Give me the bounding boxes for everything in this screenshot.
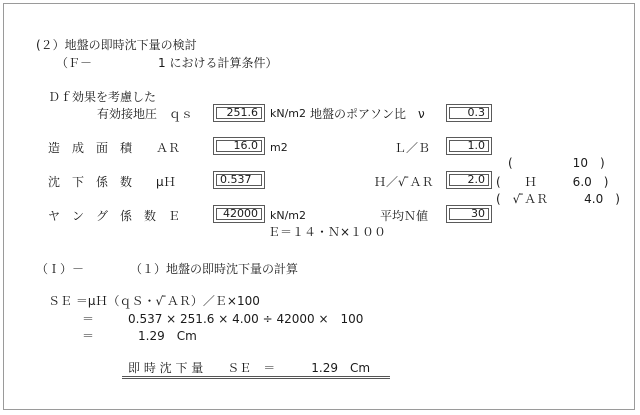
result-underline-2 xyxy=(122,378,390,379)
h-ratio-label: Ｈ／√ ̄ＡＲ xyxy=(374,175,434,189)
area-value: 16.0 xyxy=(213,137,265,155)
area-label: 造 成 面 積 ＡＲ xyxy=(48,141,181,155)
document-frame xyxy=(3,3,635,410)
df-label: Ｄｆ効果を考慮した xyxy=(48,90,157,104)
section-title: (２）地盤の即時沈下量の検討 xyxy=(36,38,197,52)
qs-unit: kN/m2 xyxy=(270,107,307,120)
poisson-value: 0.3 xyxy=(446,104,492,122)
calc-heading: （１）地盤の即時沈下量の計算 xyxy=(130,262,299,276)
eq-sign-2: ＝ xyxy=(82,329,95,343)
ratio-bracket-2: ( Ｈ 6.0 ) xyxy=(496,175,609,189)
poisson-label: 地盤のポアソン比 ν xyxy=(310,107,425,121)
final-result: 即 時 沈 下 量 ＳＥ ＝ 1.29 Cm xyxy=(128,361,371,375)
e-formula: Ｅ＝１４・Ｎ×１００ xyxy=(268,225,387,239)
ratio-bracket-1: ( 10 ) xyxy=(508,156,605,170)
eq-sign-1: ＝ xyxy=(82,312,95,326)
young-unit: kN/m2 xyxy=(270,209,307,222)
young-value: 42000 xyxy=(213,205,265,223)
qs-label: 有効接地圧 ｑｓ xyxy=(97,107,194,121)
substitution-line: 0.537 × 251.6 × 4.00 ÷ 42000 × 100 xyxy=(128,312,364,326)
area-unit: m2 xyxy=(270,141,288,154)
avg-n-label: 平均Ｎ値 xyxy=(380,209,429,223)
h-ratio-value: 2.0 xyxy=(446,171,492,189)
formula-line: ＳＥ ＝μＨ（ｑＳ・√ ̄ＡＲ）／Ｅ×100 xyxy=(48,294,260,308)
result-line: 1.29 Cm xyxy=(138,329,197,343)
lb-value: 1.0 xyxy=(446,137,492,155)
subtitle-prefix: （Ｆ－ xyxy=(56,56,93,70)
calc-heading-prefix: （Ｉ）－ xyxy=(36,262,85,276)
result-underline-1 xyxy=(122,376,390,377)
qs-value: 251.6 xyxy=(213,104,265,122)
subtitle-suffix: 1 における計算条件） xyxy=(158,56,278,70)
avg-n-value: 30 xyxy=(446,205,492,223)
ratio-bracket-3: ( √ ̄ＡＲ 4.0 ) xyxy=(496,192,620,206)
sink-label: 沈 下 係 数 μＨ xyxy=(48,175,176,189)
sink-value: 0.537 xyxy=(213,171,265,189)
lb-label: Ｌ／Ｂ xyxy=(394,141,431,155)
young-label: ヤ ン グ 係 数 Ｅ xyxy=(48,209,181,223)
